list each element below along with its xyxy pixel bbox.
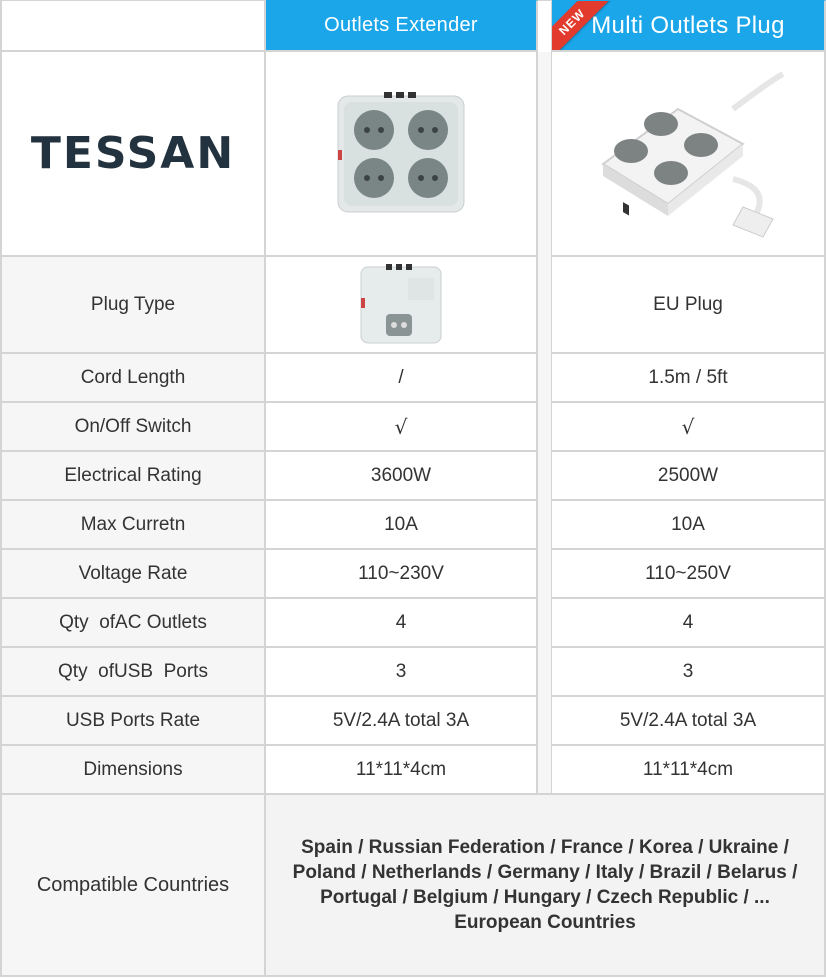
- cube-back-plug-image: [358, 264, 444, 346]
- col2-header-title: Multi Outlets Plug: [591, 11, 785, 39]
- col1-voltage-rate: 110~230V: [266, 550, 538, 599]
- col2-header: [552, 0, 826, 52]
- row-label-usb-ports-rate: USB Ports Rate: [0, 697, 266, 746]
- col2-cord-length: 1.5m / 5ft: [552, 354, 826, 403]
- new-badge: NEW: [552, 0, 612, 52]
- col1-ac-outlets: 4: [266, 599, 538, 648]
- col1-usb-ports: 3: [266, 648, 538, 697]
- brand-logo-cell: [0, 52, 266, 257]
- outlets-extender-cube-image: [334, 92, 468, 216]
- column-gap: [538, 599, 552, 648]
- col1-product-image-cell: [266, 52, 538, 257]
- column-gap: [538, 501, 552, 550]
- header-empty-cell: [0, 0, 266, 52]
- row-label-cord-length: Cord Length: [0, 354, 266, 403]
- col2-usb-ports: 3: [552, 648, 826, 697]
- col2-on-off-switch: √: [552, 403, 826, 452]
- col2-electrical-rating: 2500W: [552, 452, 826, 501]
- multi-outlets-plug-image: [583, 69, 793, 239]
- brand-name: TESSAN: [30, 128, 236, 179]
- col2-usb-ports-rate: 5V/2.4A total 3A: [552, 697, 826, 746]
- column-gap: [538, 697, 552, 746]
- row-label-electrical-rating: Electrical Rating: [0, 452, 266, 501]
- tessan-logo: [31, 128, 235, 179]
- column-gap: [538, 403, 552, 452]
- column-gap: [538, 550, 552, 599]
- col2-voltage-rate: 110~250V: [552, 550, 826, 599]
- col2-dimensions: 11*11*4cm: [552, 746, 826, 795]
- col1-plug-type-cell: [266, 257, 538, 354]
- row-label-ac-outlets: Qty ofAC Outlets: [0, 599, 266, 648]
- column-gap: [538, 746, 552, 795]
- column-gap: [538, 648, 552, 697]
- column-gap: [538, 354, 552, 403]
- col1-cord-length: /: [266, 354, 538, 403]
- col1-electrical-rating: 3600W: [266, 452, 538, 501]
- row-label-dimensions: Dimensions: [0, 746, 266, 795]
- row-label-max-current: Max Curretn: [0, 501, 266, 550]
- col1-dimensions: 11*11*4cm: [266, 746, 538, 795]
- col2-max-current: 10A: [552, 501, 826, 550]
- row-label-plug-type: Plug Type: [0, 257, 266, 354]
- col1-on-off-switch: √: [266, 403, 538, 452]
- col2-product-image-cell: [552, 52, 826, 257]
- row-label-voltage-rate: Voltage Rate: [0, 550, 266, 599]
- column-gap: [538, 0, 552, 52]
- column-gap: [538, 257, 552, 354]
- col1-header: Outlets Extender: [266, 0, 538, 52]
- row-label-compatible-countries: Compatible Countries: [0, 795, 266, 977]
- col1-usb-ports-rate: 5V/2.4A total 3A: [266, 697, 538, 746]
- column-gap: [538, 452, 552, 501]
- column-gap: [538, 52, 552, 257]
- compatible-countries-text: Spain / Russian Federation / France / Korea / Ukraine / Poland / Netherlands / Germany / Italy / Brazil / Belarus / Portugal / Belgium / Hungary / Czech Republic / ... European Countries: [266, 795, 826, 977]
- row-label-on-off-switch: On/Off Switch: [0, 403, 266, 452]
- col2-ac-outlets: 4: [552, 599, 826, 648]
- col1-max-current: 10A: [266, 501, 538, 550]
- col2-plug-type: EU Plug: [552, 257, 826, 354]
- row-label-usb-ports: Qty ofUSB Ports: [0, 648, 266, 697]
